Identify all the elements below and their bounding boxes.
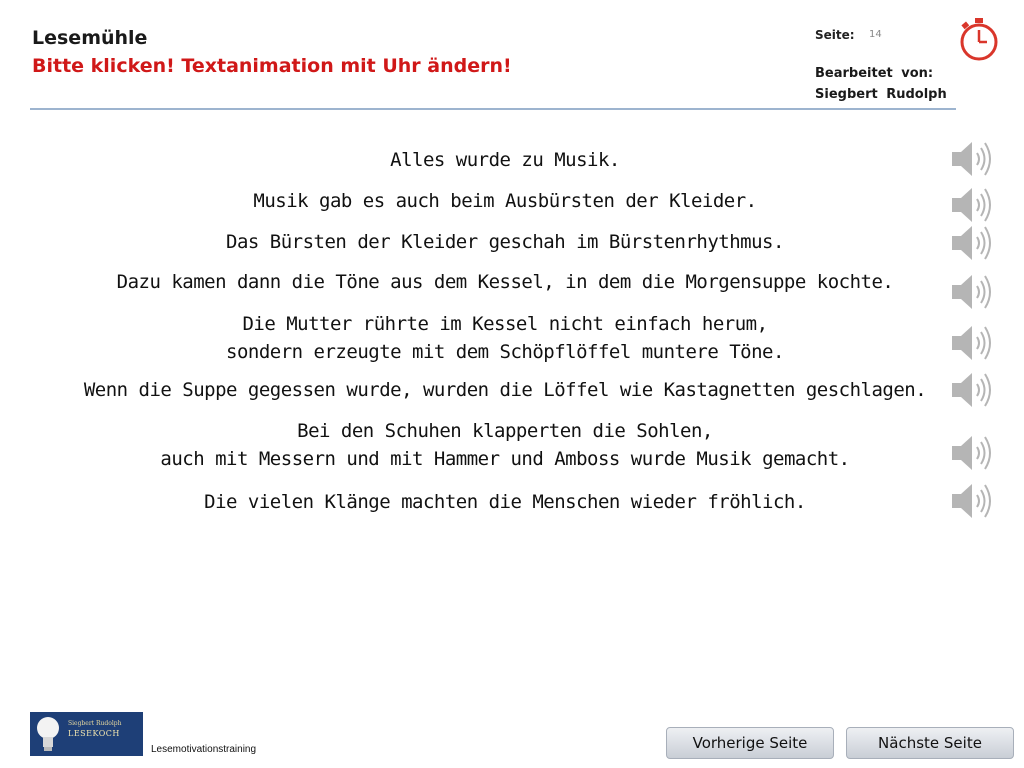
footer-label: Lesemotivationstraining bbox=[151, 744, 257, 755]
app-title: Lesemühle bbox=[32, 27, 148, 49]
speaker-icon[interactable] bbox=[948, 367, 996, 413]
speaker-icon[interactable] bbox=[948, 478, 996, 524]
stopwatch-icon[interactable] bbox=[956, 16, 1002, 62]
text-line-part: Alles wurde zu Musik. bbox=[390, 149, 620, 171]
speaker-icon[interactable] bbox=[948, 320, 996, 366]
text-line[interactable] bbox=[40, 146, 970, 174]
previous-page-button[interactable]: Vorherige Seite bbox=[666, 727, 834, 759]
author-name: Siegbert Rudolph bbox=[815, 87, 947, 102]
lightbulb-icon bbox=[30, 712, 70, 756]
logo-brand: LESEKOCH bbox=[68, 729, 120, 738]
header-divider bbox=[30, 108, 956, 110]
text-line-part: Dazu kamen dann die Töne aus dem Kessel, in dem die Morgensuppe kochte. bbox=[116, 271, 894, 293]
text-line-part: Die vielen Klänge machten die Menschen wieder fröhlich. bbox=[204, 491, 806, 513]
logo-author: Siegbert Rudolph bbox=[68, 720, 122, 727]
page-label: Seite: bbox=[815, 28, 855, 42]
speaker-icon[interactable] bbox=[948, 220, 996, 266]
text-line-part: Das Bürsten der Kleider geschah im Bürstenrhythmus. bbox=[226, 231, 784, 253]
text-line-part: sondern erzeugte mit dem Schöpflöffel muntere Töne. bbox=[226, 341, 784, 363]
lesekoch-logo bbox=[30, 712, 143, 756]
text-line[interactable] bbox=[40, 187, 970, 215]
speaker-icon[interactable] bbox=[948, 269, 996, 315]
edited-by-label: Bearbeitet von: bbox=[815, 66, 934, 81]
next-page-button[interactable]: Nächste Seite bbox=[846, 727, 1014, 759]
text-line[interactable] bbox=[40, 228, 970, 256]
text-line[interactable] bbox=[40, 376, 970, 404]
text-line-part: Die Mutter rührte im Kessel nicht einfach herum, bbox=[242, 313, 768, 335]
text-line-part: Wenn die Suppe gegessen wurde, wurden die Löffel wie Kastagnetten geschlagen. bbox=[83, 379, 927, 401]
page-number: 14 bbox=[869, 29, 882, 40]
text-line[interactable] bbox=[40, 268, 970, 296]
speaker-icon[interactable] bbox=[948, 430, 996, 476]
text-line[interactable] bbox=[40, 488, 970, 516]
text-line-part: Bei den Schuhen klapperten die Sohlen, bbox=[297, 420, 713, 442]
text-line-part: auch mit Messern und mit Hammer und Amboss wurde Musik gemacht. bbox=[160, 448, 850, 470]
text-line[interactable] bbox=[40, 417, 970, 473]
speaker-icon[interactable] bbox=[948, 136, 996, 182]
text-line[interactable] bbox=[40, 310, 970, 366]
text-line-part: Musik gab es auch beim Ausbürsten der Kleider. bbox=[253, 190, 757, 212]
instruction-subtitle: Bitte klicken! Textanimation mit Uhr ändern! bbox=[32, 55, 512, 77]
